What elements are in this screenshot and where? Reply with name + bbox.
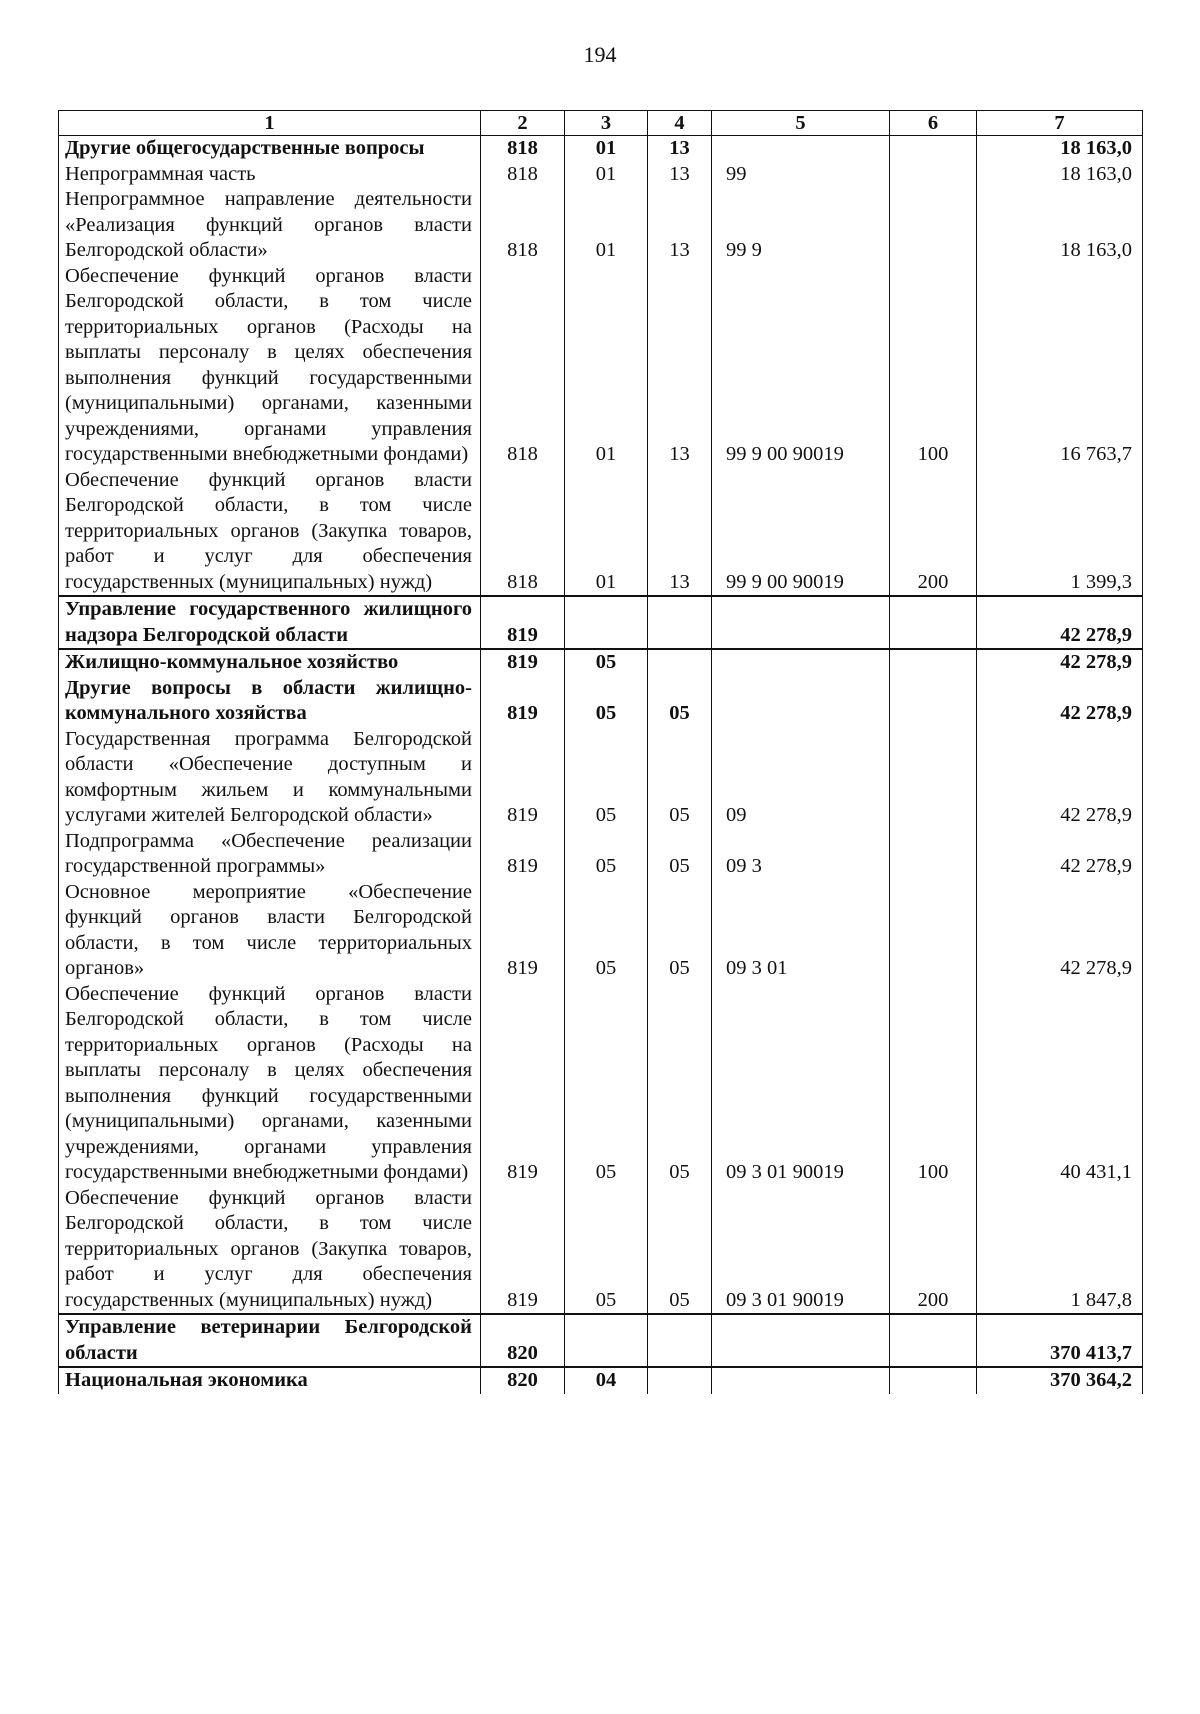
header-col-6: 6: [890, 111, 977, 136]
row-section-code: 01: [565, 187, 648, 264]
row-expense-type: [890, 727, 977, 829]
row-target-article: [712, 136, 890, 162]
page-number: 194: [583, 42, 617, 67]
row-name: Обеспечение функций органов власти Белгородской области, в том числе территориальных органов (Расходы на выплаты персоналу в целях обеспечения выполнения функций государственными (муниципальными) органами, казенными учреждениями, органами управления государственными внебюджетными фондами): [59, 264, 481, 468]
row-subsection-code: 13: [648, 162, 712, 188]
row-amount: 18 163,0: [977, 136, 1143, 162]
row-expense-type: [890, 162, 977, 188]
row-name: Управление государственного жилищного надзора Белгородской области: [59, 596, 481, 649]
row-name: Национальная экономика: [59, 1367, 481, 1394]
row-amount: 18 163,0: [977, 162, 1143, 188]
header-row: [59, 111, 1143, 136]
row-expense-type: [890, 1367, 977, 1394]
row-ministry-code: 819: [481, 596, 565, 649]
row-name: Другие общегосударственные вопросы: [59, 136, 481, 162]
row-subsection-code: 05: [648, 880, 712, 982]
row-subsection-code: 05: [648, 829, 712, 880]
table-body: [59, 136, 1143, 1394]
row-target-article: [712, 1367, 890, 1394]
row-ministry-code: 819: [481, 880, 565, 982]
row-subsection-code: 13: [648, 468, 712, 597]
row-expense-type: [890, 880, 977, 982]
row-amount: 18 163,0: [977, 187, 1143, 264]
row-section-code: 05: [565, 880, 648, 982]
table-row: [59, 1314, 1143, 1367]
header-col-3: 3: [565, 111, 648, 136]
row-expense-type: [890, 649, 977, 676]
row-ministry-code: 818: [481, 468, 565, 597]
row-expense-type: 200: [890, 1186, 977, 1315]
row-ministry-code: 818: [481, 264, 565, 468]
row-name: Жилищно-коммунальное хозяйство: [59, 649, 481, 676]
row-amount: 42 278,9: [977, 649, 1143, 676]
row-target-article: 09 3 01 90019: [712, 1186, 890, 1315]
row-name: Государственная программа Белгородской области «Обеспечение доступным и комфортным жильем и коммунальными услугами жителей Белгородской области»: [59, 727, 481, 829]
row-subsection-code: [648, 649, 712, 676]
row-expense-type: 200: [890, 468, 977, 597]
row-target-article: [712, 596, 890, 649]
row-amount: 370 413,7: [977, 1314, 1143, 1367]
row-expense-type: [890, 187, 977, 264]
table-row: [59, 880, 1143, 982]
row-ministry-code: 820: [481, 1314, 565, 1367]
table-row: [59, 727, 1143, 829]
row-expense-type: [890, 596, 977, 649]
row-name: Управление ветеринарии Белгородской области: [59, 1314, 481, 1367]
row-target-article: 09: [712, 727, 890, 829]
row-amount: 1 399,3: [977, 468, 1143, 597]
row-section-code: 05: [565, 1186, 648, 1315]
row-ministry-code: 819: [481, 982, 565, 1186]
table-row: [59, 264, 1143, 468]
table-row: [59, 676, 1143, 727]
row-amount: 40 431,1: [977, 982, 1143, 1186]
row-section-code: 05: [565, 829, 648, 880]
row-name: Непрограммное направление деятельности «Реализация функций органов власти Белгородской области»: [59, 187, 481, 264]
row-ministry-code: 819: [481, 829, 565, 880]
row-section-code: [565, 1314, 648, 1367]
row-target-article: 99: [712, 162, 890, 188]
row-amount: 42 278,9: [977, 727, 1143, 829]
budget-table: [58, 110, 1143, 1394]
table-row: [59, 1186, 1143, 1315]
table-row: [59, 187, 1143, 264]
row-section-code: 05: [565, 676, 648, 727]
row-amount: 42 278,9: [977, 880, 1143, 982]
row-target-article: [712, 649, 890, 676]
header-col-2: 2: [481, 111, 565, 136]
header-col-1: 1: [59, 111, 481, 136]
row-amount: 42 278,9: [977, 596, 1143, 649]
table-row: [59, 468, 1143, 597]
row-subsection-code: 05: [648, 982, 712, 1186]
row-section-code: 01: [565, 468, 648, 597]
row-ministry-code: 819: [481, 727, 565, 829]
row-expense-type: [890, 1314, 977, 1367]
row-ministry-code: 818: [481, 187, 565, 264]
row-subsection-code: [648, 596, 712, 649]
table-row: [59, 136, 1143, 162]
table-row: [59, 162, 1143, 188]
row-target-article: [712, 676, 890, 727]
row-name: Обеспечение функций органов власти Белгородской области, в том числе территориальных органов (Расходы на выплаты персоналу в целях обеспечения выполнения функций государственными (муниципальными) органами, казенными учреждениями, органами управления государственными внебюджетными фондами): [59, 982, 481, 1186]
table-row: [59, 829, 1143, 880]
row-section-code: 05: [565, 649, 648, 676]
row-expense-type: 100: [890, 264, 977, 468]
row-target-article: 99 9 00 90019: [712, 264, 890, 468]
row-ministry-code: 818: [481, 136, 565, 162]
row-subsection-code: 05: [648, 676, 712, 727]
row-expense-type: 100: [890, 982, 977, 1186]
row-amount: 1 847,8: [977, 1186, 1143, 1315]
row-target-article: 09 3: [712, 829, 890, 880]
table-row: [59, 649, 1143, 676]
row-subsection-code: 13: [648, 264, 712, 468]
table-row: [59, 596, 1143, 649]
row-subsection-code: 05: [648, 727, 712, 829]
row-name: Обеспечение функций органов власти Белгородской области, в том числе территориальных органов (Закупка товаров, работ и услуг для обеспечения государственных (муниципальных) нужд): [59, 1186, 481, 1315]
row-expense-type: [890, 136, 977, 162]
row-target-article: 09 3 01: [712, 880, 890, 982]
row-section-code: 01: [565, 162, 648, 188]
row-amount: 370 364,2: [977, 1367, 1143, 1394]
row-amount: 42 278,9: [977, 829, 1143, 880]
row-section-code: 05: [565, 727, 648, 829]
row-ministry-code: 818: [481, 162, 565, 188]
row-ministry-code: 820: [481, 1367, 565, 1394]
row-expense-type: [890, 676, 977, 727]
row-section-code: 04: [565, 1367, 648, 1394]
row-name: Обеспечение функций органов власти Белгородской области, в том числе территориальных органов (Закупка товаров, работ и услуг для обеспечения государственных (муниципальных) нужд): [59, 468, 481, 597]
header-col-7: 7: [977, 111, 1143, 136]
row-section-code: 01: [565, 136, 648, 162]
row-amount: 16 763,7: [977, 264, 1143, 468]
row-name: Другие вопросы в области жилищно-коммунального хозяйства: [59, 676, 481, 727]
row-ministry-code: 819: [481, 649, 565, 676]
row-target-article: 99 9: [712, 187, 890, 264]
header-col-4: 4: [648, 111, 712, 136]
row-subsection-code: 13: [648, 136, 712, 162]
row-section-code: [565, 596, 648, 649]
row-target-article: 09 3 01 90019: [712, 982, 890, 1186]
row-name: Основное мероприятие «Обеспечение функций органов власти Белгородской области, в том числе территориальных органов»: [59, 880, 481, 982]
row-subsection-code: 05: [648, 1186, 712, 1315]
table-row: [59, 982, 1143, 1186]
table-row: [59, 1367, 1143, 1394]
row-section-code: 01: [565, 264, 648, 468]
row-name: Непрограммная часть: [59, 162, 481, 188]
row-expense-type: [890, 829, 977, 880]
row-amount: 42 278,9: [977, 676, 1143, 727]
row-subsection-code: 13: [648, 187, 712, 264]
row-ministry-code: 819: [481, 676, 565, 727]
budget-table-container: [58, 110, 1142, 1394]
row-subsection-code: [648, 1367, 712, 1394]
row-subsection-code: [648, 1314, 712, 1367]
row-name: Подпрограмма «Обеспечение реализации государственной программы»: [59, 829, 481, 880]
row-target-article: [712, 1314, 890, 1367]
row-ministry-code: 819: [481, 1186, 565, 1315]
header-col-5: 5: [712, 111, 890, 136]
row-target-article: 99 9 00 90019: [712, 468, 890, 597]
row-section-code: 05: [565, 982, 648, 1186]
